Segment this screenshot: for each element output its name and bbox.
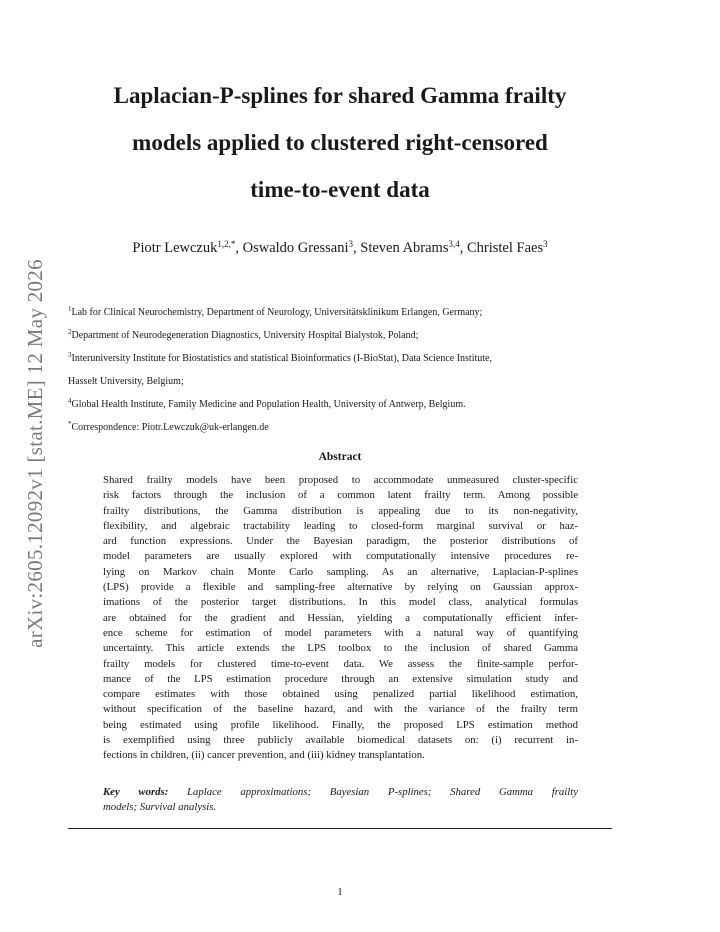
horizontal-rule bbox=[68, 828, 612, 829]
abstract-line: compare estimates with those obtained using penalized partial likelihood estimation, bbox=[103, 688, 578, 701]
abstract-line: without specification of the baseline hazard, and with the variance of the frailty term bbox=[103, 703, 578, 716]
author-separator: , bbox=[353, 240, 361, 256]
affiliation-text: Hasselt University, Belgium; bbox=[68, 376, 184, 387]
affiliation-text: Interuniversity Institute for Biostatistics and statistical Bioinformatics (I-BioStat), Data Science Institute, bbox=[71, 353, 492, 364]
affiliation-item bbox=[68, 393, 628, 416]
affiliation-marker: 3 bbox=[68, 351, 72, 360]
affiliation-marker: 1 bbox=[68, 305, 72, 314]
abstract-line: model parameters are usually explored with computationally intensive procedures re- bbox=[103, 550, 578, 563]
author-name: Steven Abrams bbox=[360, 240, 449, 256]
abstract-line: imations of the posterior target distributions. In this model class, analytical formulas bbox=[103, 596, 578, 609]
title-line: Laplacian-P-splines for shared Gamma frailty bbox=[113, 83, 567, 108]
abstract-line: ence scheme for estimation of model parameters with a natural way of quantifying bbox=[103, 626, 578, 639]
abstract-line: (LPS) provide a flexible and sampling-free alternative by relying on Gaussian approx- bbox=[103, 581, 578, 594]
abstract-line: risk factors through the inclusion of a common latent frailty term. Among possible bbox=[103, 489, 578, 502]
author-affiliation-marker: 3 bbox=[543, 239, 548, 250]
correspondence-text: Correspondence: Piotr.Lewczuk@uk-erlangen.de bbox=[71, 422, 269, 433]
affiliation-marker: 4 bbox=[68, 397, 72, 406]
affiliation-item bbox=[68, 370, 628, 393]
abstract-line: mance of the LPS estimation procedure through an extensive simulation study and bbox=[103, 672, 578, 685]
abstract-line: uncertainty. This article extends the LPS toolbox to the inclusion of shared Gamma bbox=[103, 642, 578, 655]
abstract-line: Shared frailty models have been proposed to accommodate unmeasured cluster-specific bbox=[103, 474, 578, 486]
author-separator: , bbox=[235, 240, 243, 256]
affiliation-text: Department of Neurodegeneration Diagnostics, University Hospital Bialystok, Poland; bbox=[71, 330, 419, 341]
arxiv-identifier-stamp bbox=[14, 248, 56, 658]
abstract-line: being estimated using profile likelihood. Finally, the proposed LPS estimation method bbox=[103, 718, 578, 731]
correspondence-marker: * bbox=[68, 420, 72, 429]
abstract-body bbox=[103, 473, 578, 764]
affiliation-item bbox=[68, 301, 628, 324]
author-affiliation-marker: 1,2,* bbox=[217, 239, 236, 250]
affiliation-text: Global Health Institute, Family Medicine and Population Health, University of Antwerp, Belgium. bbox=[71, 399, 466, 410]
abstract-line: frailty distributions, the Gamma distribution is appealing due to its non-negativity, bbox=[103, 504, 578, 517]
keywords-label: Key words: bbox=[103, 786, 169, 798]
author-affiliation-marker: 3 bbox=[348, 239, 354, 250]
abstract-line: is exemplified using three publicly available biomedical datasets on: (i) recurrent in- bbox=[103, 734, 578, 747]
page-number: 1 bbox=[337, 886, 343, 898]
keywords-line bbox=[103, 785, 578, 800]
author-separator: , bbox=[459, 240, 467, 256]
affiliation-item bbox=[68, 324, 628, 347]
abstract-line: fections in children, (ii) cancer prevention, and (iii) kidney transplantation. bbox=[103, 749, 425, 762]
abstract-line: ard function expressions. Under the Bayesian paradigm, the posterior distributions of bbox=[103, 535, 578, 548]
title-line: models applied to clustered right-censored bbox=[132, 130, 548, 155]
keywords-line: models; Survival analysis. bbox=[103, 801, 217, 814]
abstract-line: frailty models for clustered time-to-event data. We assess the finite-sample perfor- bbox=[103, 657, 578, 670]
abstract-line: flexibility, and algebraic tractability leading to closed-form marginal survival or haz- bbox=[103, 519, 578, 532]
title-line: time-to-event data bbox=[250, 177, 430, 202]
affiliation-list bbox=[68, 301, 628, 439]
author-list bbox=[60, 240, 620, 257]
author-affiliation-marker: 3,4 bbox=[448, 239, 460, 250]
affiliation-text: Lab for Clinical Neurochemistry, Department of Neurology, Universitätsklinikum Erlangen, Germany; bbox=[71, 307, 483, 318]
abstract-line: lying on Markov chain Monte Carlo sampling. As an alternative, Laplacian-P-splines bbox=[103, 565, 578, 578]
abstract-line: are obtained for the gradient and Hessian, yielding a computationally efficient infer- bbox=[103, 611, 578, 624]
correspondence-line bbox=[68, 416, 628, 439]
author-name: Piotr Lewczuk bbox=[132, 240, 218, 256]
author-name: Christel Faes bbox=[466, 240, 544, 256]
affiliation-item bbox=[68, 347, 628, 370]
author-name: Oswaldo Gressani bbox=[242, 240, 349, 256]
keywords-text: Laplace approximations; Bayesian P-splines; Shared Gamma frailty bbox=[187, 786, 578, 798]
abstract-heading: Abstract bbox=[318, 451, 362, 463]
arxiv-identifier-text: arXiv:2605.12092v1 [stat.ME] 12 May 2026 bbox=[22, 258, 47, 648]
affiliation-marker: 2 bbox=[68, 328, 72, 337]
paper-title bbox=[60, 72, 620, 213]
keywords-block bbox=[103, 785, 578, 816]
